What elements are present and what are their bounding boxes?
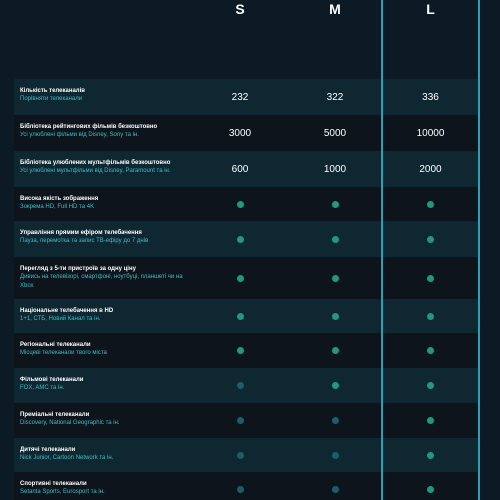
included-dot-icon (427, 417, 434, 424)
feature-cell (14, 472, 190, 500)
included-dot-icon (427, 313, 434, 320)
feature-description-link[interactable]: Місцеві телеканали твого міста (20, 350, 107, 356)
feature-included-cell (190, 438, 290, 472)
included-dot-icon (237, 382, 244, 389)
feature-description-link[interactable]: FOX, AMC та ін. (20, 385, 65, 391)
included-dot-icon (427, 382, 434, 389)
feature-value-cell: 3000 (228, 127, 252, 139)
feature-cell (14, 221, 190, 257)
included-dot-icon (332, 486, 339, 493)
feature-title: Перегляд з 5-ти пристроїв за одну ціну (20, 266, 136, 272)
included-dot-icon (332, 313, 339, 320)
feature-included-cell (285, 472, 385, 500)
plan-name: M (329, 1, 341, 17)
feature-value-cell: 322 (326, 91, 344, 103)
feature-included-cell (381, 403, 480, 438)
table-row (14, 115, 480, 151)
feature-included-cell (285, 438, 385, 472)
feature-value-cell: 5000 (323, 127, 347, 139)
feature-description-link[interactable]: Nick Junior, Cartoon Network та ін. (20, 455, 114, 461)
included-dot-icon (332, 382, 339, 389)
feature-title: Національне телебачення в HD (20, 308, 114, 314)
feature-rows (14, 79, 480, 500)
plans-header-row (14, 0, 480, 79)
feature-included-cell (285, 299, 385, 333)
feature-title: Висока якість зображення (20, 196, 99, 202)
feature-cell (14, 299, 190, 333)
feature-included-cell (190, 403, 290, 438)
feature-included-cell (190, 221, 290, 257)
included-dot-icon (237, 347, 244, 354)
feature-included-cell (285, 403, 385, 438)
included-dot-icon (427, 486, 434, 493)
included-dot-icon (427, 347, 434, 354)
included-dot-icon (427, 201, 434, 208)
feature-title: Управління прямим ефіром телебачення (20, 230, 142, 236)
feature-included-cell (381, 257, 480, 299)
plans-comparison-table (14, 0, 480, 500)
included-dot-icon (237, 486, 244, 493)
included-dot-icon (332, 347, 339, 354)
table-row (14, 151, 480, 187)
feature-title: Бібліотека улюблених мультфільмів безкоштовно (20, 160, 171, 166)
feature-cell (14, 115, 190, 151)
feature-included-cell (190, 472, 290, 500)
included-dot-icon (237, 236, 244, 243)
plan-column-m[interactable] (285, 0, 385, 16)
feature-included-cell (285, 257, 385, 299)
included-dot-icon (332, 201, 339, 208)
included-dot-icon (237, 417, 244, 424)
table-row (14, 438, 480, 472)
feature-included-cell (381, 333, 480, 368)
plan-column-s[interactable] (190, 0, 290, 16)
feature-included-cell (381, 472, 480, 500)
feature-title: Фільмові телеканали (20, 377, 84, 383)
feature-cell (14, 187, 190, 221)
included-dot-icon (427, 452, 434, 459)
table-row (14, 221, 480, 257)
feature-included-cell (381, 438, 480, 472)
included-dot-icon (237, 275, 244, 282)
feature-description-link[interactable]: Discovery, National Geographic та ін. (20, 420, 120, 426)
feature-included-cell (190, 257, 290, 299)
feature-title: Бібліотека рейтингових фільмів безкоштовно (20, 124, 158, 130)
feature-value-cell: 10000 (416, 127, 445, 139)
table-row (14, 403, 480, 438)
feature-included-cell (285, 333, 385, 368)
table-row (14, 472, 480, 500)
feature-description-link[interactable]: Усі улюблені мультфільми від Disney, Paramount та ін. (20, 168, 171, 174)
feature-cell (14, 438, 190, 472)
feature-description-link[interactable]: Пауза, перемотка та запис ТВ-ефіру до 7 днів (20, 238, 149, 244)
table-row (14, 187, 480, 221)
included-dot-icon (332, 275, 339, 282)
included-dot-icon (427, 275, 434, 282)
table-row (14, 79, 480, 115)
feature-included-cell (381, 221, 480, 257)
feature-title: Спортивні телеканали (20, 481, 87, 487)
feature-cell (14, 368, 190, 403)
feature-description-link[interactable]: 1+1, СТБ, Новий Канал та ін. (20, 316, 101, 322)
feature-included-cell (285, 221, 385, 257)
feature-cell (14, 257, 190, 299)
feature-title: Дитячі телеканали (20, 447, 76, 453)
included-dot-icon (237, 201, 244, 208)
table-row (14, 299, 480, 333)
feature-cell (14, 79, 190, 115)
table-row (14, 368, 480, 403)
feature-included-cell (190, 368, 290, 403)
included-dot-icon (427, 236, 434, 243)
feature-value-cell: 2000 (419, 163, 442, 175)
table-row (14, 257, 480, 299)
feature-included-cell (285, 368, 385, 403)
feature-cell (14, 333, 190, 368)
feature-value-cell: 336 (422, 91, 439, 103)
feature-included-cell (381, 299, 480, 333)
included-dot-icon (237, 452, 244, 459)
feature-included-cell (381, 368, 480, 403)
feature-description-link[interactable]: Дивись на телевізорі, смартфоні, ноутбуці, планшеті чи на Xbox (20, 274, 183, 289)
feature-included-cell (190, 333, 290, 368)
included-dot-icon (237, 313, 244, 320)
feature-included-cell (190, 187, 290, 221)
feature-description-link[interactable]: Setanta Sports, Eurosport та ін. (20, 489, 105, 495)
feature-title: Регіональні телеканали (20, 342, 91, 348)
feature-value-cell: 1000 (323, 163, 347, 175)
feature-description-link[interactable]: Зокрема HD, Full HD та 4K (20, 204, 95, 210)
feature-description-link[interactable]: Усі улюблені фільми від Disney, Sony та ін. (20, 132, 139, 138)
feature-value-cell: 600 (231, 163, 249, 175)
feature-value-cell: 232 (231, 91, 249, 103)
feature-cell (14, 151, 190, 187)
table-row (14, 333, 480, 368)
feature-included-cell (381, 187, 480, 221)
plan-name: S (235, 1, 245, 17)
feature-title: Преміальні телеканали (20, 412, 90, 418)
included-dot-icon (332, 236, 339, 243)
feature-included-cell (190, 299, 290, 333)
feature-included-cell (285, 187, 385, 221)
included-dot-icon (332, 417, 339, 424)
feature-cell (14, 403, 190, 438)
feature-title: Кількість телеканалів (20, 88, 85, 94)
plan-column-l[interactable] (381, 0, 480, 16)
feature-description-link[interactable]: Порівняти телеканали (20, 96, 83, 102)
included-dot-icon (332, 452, 339, 459)
plan-name: L (426, 1, 435, 17)
